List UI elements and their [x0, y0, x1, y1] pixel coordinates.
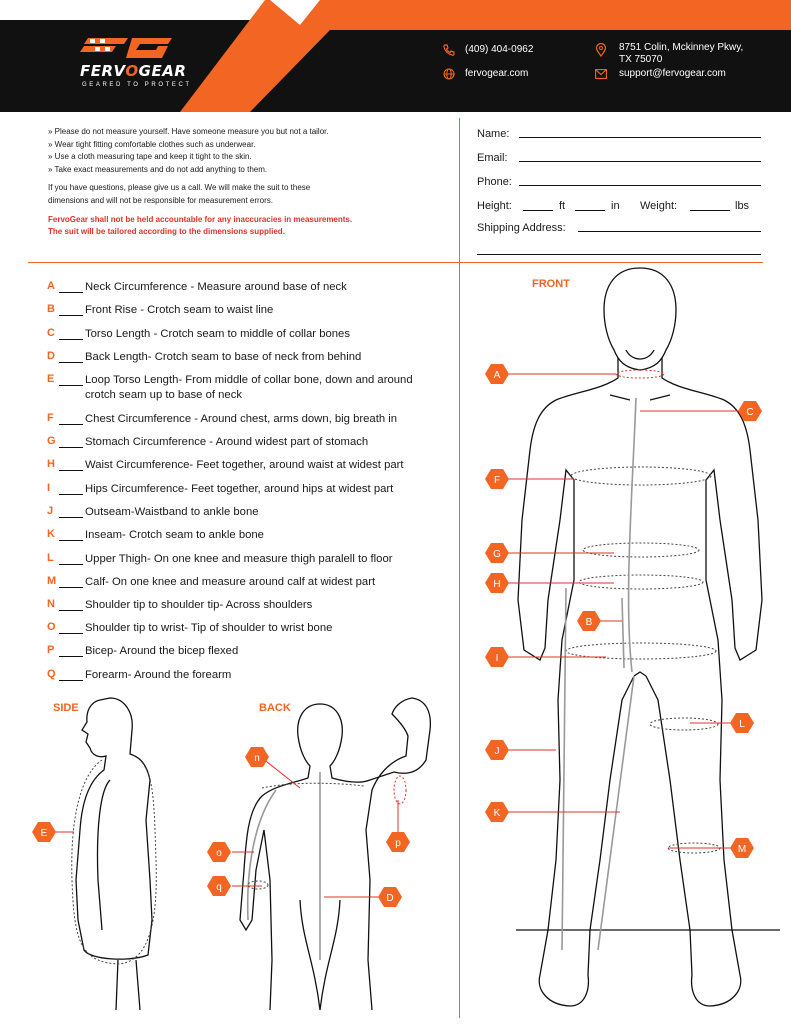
contact-address-line2: TX 75070 — [619, 54, 663, 65]
svg-text:o: o — [216, 848, 222, 859]
disclaimer-line-2: The suit will be tailored according to the dimensions supplied. — [48, 227, 285, 237]
instruction-note-1: If you have questions, please give us a call. We will make the suit to these — [48, 183, 311, 193]
svg-text:F: F — [493, 475, 501, 486]
contact-website[interactable]: fervogear.com — [465, 68, 529, 79]
shipping-field[interactable] — [578, 231, 761, 232]
contact-address-line1: 8751 Colin, Mckinney Pkwy, — [619, 42, 744, 53]
instruction-bullet: » Please do not measure yourself. Have someone measure you but not a tailor. — [48, 127, 329, 136]
height-label: Height: — [477, 200, 512, 212]
mail-icon — [595, 69, 607, 79]
height-ft-field[interactable] — [523, 210, 553, 211]
phone-field[interactable] — [519, 185, 761, 186]
globe-icon — [443, 68, 455, 80]
instruction-bullet: » Take exact measurements and do not add anything to them. — [48, 164, 268, 174]
contact-email[interactable]: support@fervogear.com — [619, 68, 726, 79]
svg-text:E: E — [40, 828, 48, 839]
height-in-field[interactable] — [575, 210, 605, 211]
brand-name: FERVOGEAR — [80, 62, 187, 80]
disclaimer-line-1: FervoGear shall not be held accountable for any inaccuracies in measurements. — [48, 214, 353, 224]
in-unit: in — [611, 200, 620, 212]
svg-text:M: M — [737, 844, 747, 855]
svg-text:G: G — [493, 549, 501, 560]
instruction-bullet: » Wear tight fitting comfortable clothes such as underwear. — [48, 139, 256, 149]
weight-field[interactable] — [690, 210, 730, 211]
instructions-block — [48, 126, 448, 239]
weight-label: Weight: — [640, 200, 678, 212]
shipping-field-line2[interactable] — [477, 254, 761, 255]
contact-phone[interactable]: (409) 404-0962 — [465, 44, 534, 55]
name-field[interactable] — [519, 137, 761, 138]
svg-text:C: C — [746, 407, 754, 418]
email-field[interactable] — [519, 161, 761, 162]
svg-text:A: A — [493, 370, 501, 381]
back-body-figure — [200, 690, 460, 1020]
front-body-figure — [470, 262, 791, 1020]
fervogear-logo-mark — [80, 36, 176, 62]
back-view-label: BACK — [259, 702, 291, 714]
svg-text:p: p — [395, 838, 401, 849]
instruction-note-2: dimensions and will not be responsible for measurement errors. — [48, 195, 273, 205]
svg-text:J: J — [494, 746, 500, 757]
phone-label: Phone: — [477, 176, 512, 188]
brand-tagline: GEARED TO PROTECT — [82, 82, 192, 88]
svg-text:n: n — [254, 753, 260, 764]
ft-unit: ft — [559, 200, 566, 212]
svg-text:B: B — [585, 617, 593, 628]
location-pin-icon — [595, 43, 607, 57]
svg-text:I: I — [495, 653, 499, 664]
front-view-label: FRONT — [532, 278, 570, 290]
svg-text:H: H — [493, 579, 501, 590]
svg-text:K: K — [493, 808, 501, 819]
email-label: Email: — [477, 152, 508, 164]
side-view-label: SIDE — [53, 702, 79, 714]
shipping-label: Shipping Address: — [477, 222, 566, 234]
svg-text:D: D — [386, 893, 394, 904]
instruction-bullet: » Use a cloth measuring tape and keep it tight to the skin. — [48, 152, 252, 162]
name-label: Name: — [477, 128, 510, 140]
svg-text:L: L — [739, 719, 745, 730]
phone-icon — [443, 44, 455, 56]
lbs-unit: lbs — [735, 200, 750, 212]
side-body-figure — [28, 690, 178, 1020]
svg-text:q: q — [216, 882, 222, 893]
